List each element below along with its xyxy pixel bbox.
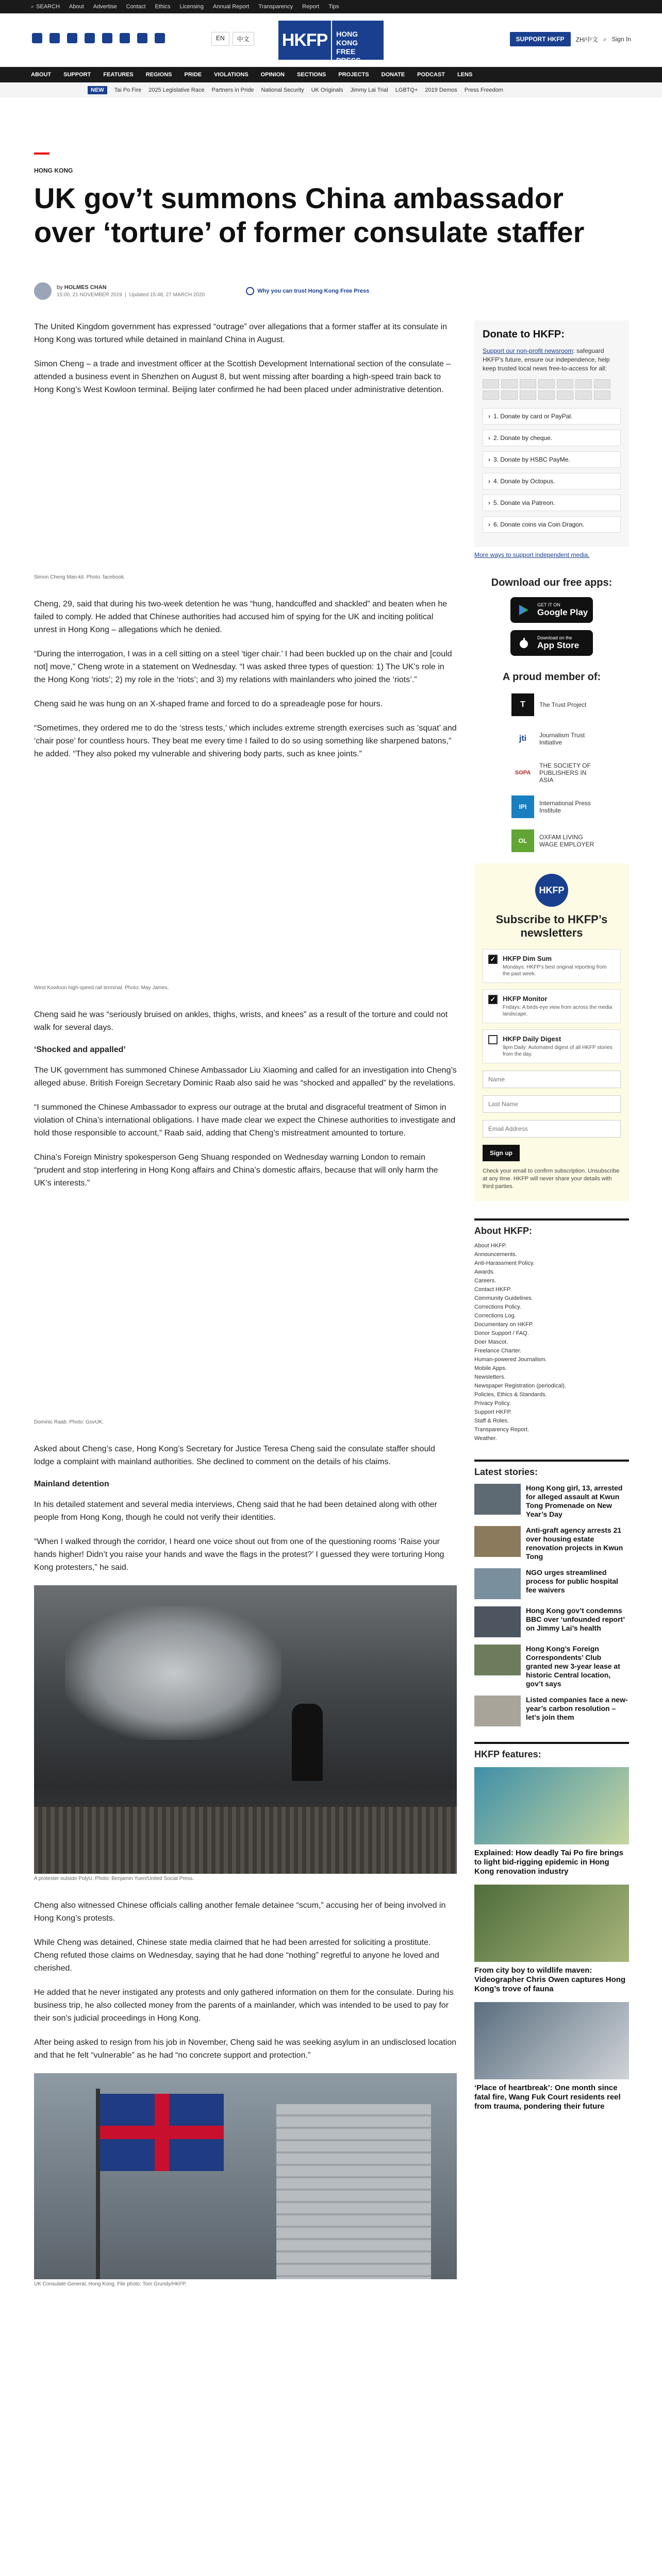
protester-figure xyxy=(292,1704,323,1781)
donate-option[interactable]: › 2. Donate by cheque. xyxy=(483,430,621,446)
more-ways-link[interactable]: More ways to support independent media. xyxy=(474,551,590,558)
about-link[interactable]: Mobile Apps. xyxy=(474,1365,507,1371)
utility-link-annual-report[interactable]: Annual Report xyxy=(213,4,250,10)
story-item[interactable]: Hong Kong’s Foreign Correspondents’ Club granted new 3-year lease at historic Central location, gov’t says xyxy=(474,1645,629,1688)
chevron-right-icon: › xyxy=(488,499,490,506)
ground-debris xyxy=(34,1807,457,1874)
paragraph: He added that he never instigated any protests and only gathered information on them for the consulate. During his business trip, he also collected money from the parents of a mainlander, which was intended to be used to pay for their son’s judicial proceedings in Hong Kong. xyxy=(34,1988,454,2023)
trending-link[interactable]: Press Freedom xyxy=(464,87,503,93)
member-sopa[interactable]: SOPA THE SOCIETY OF PUBLISHERS IN ASIA xyxy=(511,761,629,784)
facebook-icon[interactable] xyxy=(32,33,42,43)
about-link[interactable]: Weather. xyxy=(474,1435,497,1442)
checkbox[interactable] xyxy=(488,1035,498,1044)
about-link[interactable]: Donor Support / FAQ. xyxy=(474,1330,529,1336)
chevron-right-icon: › xyxy=(488,413,490,420)
trust-link[interactable]: Why you can trust Hong Kong Free Press xyxy=(246,287,369,295)
lang-en[interactable]: EN xyxy=(211,32,229,46)
about-link[interactable]: Documentary on HKFP. xyxy=(474,1321,534,1328)
last-name-input[interactable] xyxy=(483,1095,621,1113)
about-link[interactable]: Corrections Policy. xyxy=(474,1304,521,1310)
logo-mark: HKFP xyxy=(278,21,331,60)
paragraph: China’s Foreign Ministry spokesperson Geng Shuang responded on Wednesday warning London to remain “prudent and stop interfering in Hong Kong affairs and China’s domestic affairs, because that will only harm the UK’s interests.” xyxy=(34,1153,438,1188)
about-link[interactable]: Corrections Log. xyxy=(474,1313,516,1319)
donate-title: Donate to HKFP: xyxy=(483,329,565,340)
search-icon[interactable]: ⌕ xyxy=(603,35,607,43)
mastercard-icon xyxy=(501,379,518,388)
sopa-logo: SOPA xyxy=(515,770,531,776)
main-nav xyxy=(0,67,662,82)
social-links xyxy=(32,33,165,43)
trending-link[interactable]: Partners in Pride xyxy=(211,87,254,93)
apps-title: Download our free apps: xyxy=(491,577,613,588)
utility-bar xyxy=(0,0,662,13)
trending-link[interactable]: 2019 Demos xyxy=(425,87,457,93)
payment-logos xyxy=(483,379,621,400)
paragraph: While Cheng was detained, Chinese state media claimed that he had been arrested for soliciting a prostitute. Cheng refuted those claims on Wednesday, saying that he had done “nothing” regretful to anyone he loved and cherished. xyxy=(34,1938,439,1973)
trending-link[interactable]: 2025 Legislative Race xyxy=(148,87,205,93)
first-name-input[interactable] xyxy=(483,1071,621,1088)
story-thumbnail xyxy=(474,1696,521,1726)
donate-link[interactable]: Support our non-profit newsroom xyxy=(483,347,573,354)
about-link[interactable]: Anti-Harassment Policy. xyxy=(474,1260,535,1266)
about-link[interactable]: About HKFP. xyxy=(474,1243,507,1249)
nav-about[interactable]: ABOUT xyxy=(31,72,52,78)
trending-link[interactable]: UK Originals xyxy=(311,87,343,93)
paragraph: Cheng said he was hung on an X-shaped frame and forced to do a spreadeagle pose for hours. xyxy=(34,700,383,708)
site-header xyxy=(0,13,662,67)
paragraph: Cheng, 29, said that during his two-week detention he was “hung, handcuffed and shackled” and beaten when he failed to comply. He added that Chinese authorities had accused him of spying for the UK and inciting political unrest in Hong Kong – allegations which he denied. xyxy=(34,600,448,634)
utility-link-licensing[interactable]: Licensing xyxy=(179,4,204,10)
author-avatar xyxy=(34,282,52,300)
about-link[interactable]: Careers. xyxy=(474,1278,496,1284)
trust-shield-icon xyxy=(246,287,254,295)
trending-link[interactable]: Tai Po Fire xyxy=(114,87,142,93)
about-title: About HKFP: xyxy=(474,1218,629,1236)
site-logo[interactable] xyxy=(278,21,384,64)
article-dates: 15:00, 21 NOVEMBER 2019 | Updated 15:48, 27 MARCH 2020 xyxy=(57,292,205,298)
article-image-consulate xyxy=(34,2073,457,2279)
about-link[interactable]: Community Guidelines. xyxy=(474,1295,533,1301)
support-hkfp-button[interactable]: SUPPORT HKFP xyxy=(510,32,571,46)
image-caption: West Kowloon high-speed rail terminal. Photo: May James. xyxy=(34,985,169,991)
about-link[interactable]: Staff & Roles. xyxy=(474,1418,509,1424)
paragraph: “During the interrogation, I was in a cell sitting on a steel ‘tiger chair.’ I had been buckled up on the chair and [could not] move,” Cheng wrote in a statement on Wednesday. “I was asked three types of question: 1) The UK’s role in the Hong Kong ‘riots’; 2) my role in the ‘riots’; and 3) my relations with mainlanders who joined the ‘riots’.” xyxy=(34,650,452,684)
byline: by HOLMES CHAN xyxy=(57,284,107,291)
story-item[interactable]: Listed companies face a new-year’s carbon resolution – let’s join them xyxy=(474,1696,629,1726)
paragraph: In his detailed statement and several media interviews, Cheng said that he had been detained along with other people from Hong Kong, though he could not verify their identities. xyxy=(34,1500,437,1522)
donate-option[interactable]: › 3. Donate by HSBC PayMe. xyxy=(483,451,621,468)
nav-podcast[interactable]: PODCAST xyxy=(417,72,445,78)
image-caption: Simon Cheng Man-kit. Photo: facebook. xyxy=(34,574,125,580)
newsletter-widget xyxy=(474,863,629,1201)
member-jti[interactable]: jti Journalism Trust Initiative xyxy=(511,727,629,750)
utility-link-about[interactable]: About xyxy=(69,4,84,10)
story-thumbnail xyxy=(474,1484,521,1515)
feature-image xyxy=(474,1767,629,1844)
article-image-simon-cheng xyxy=(34,408,457,572)
linkedin-icon[interactable] xyxy=(120,33,130,43)
alipay-icon xyxy=(538,391,555,400)
app-store-button[interactable]: Download on the App Store xyxy=(510,630,593,656)
paragraph: Cheng also witnessed Chinese officials calling another female detainee “scum,” accusing her of being involved in Hong Kong’s protests. xyxy=(34,1901,446,1923)
subheading: Mainland detention xyxy=(34,1480,109,1488)
payme-icon xyxy=(501,391,518,400)
donate-widget xyxy=(474,320,629,547)
newsletter-option-monitor[interactable]: ✓ HKFP Monitor Fridays: A birds-eye view from across the media landscape. xyxy=(483,989,621,1023)
newsletter-title: Subscribe to HKFP’s newsletters xyxy=(495,913,608,939)
paragraph: Cheng said he was “seriously bruised on ankles, thighs, wrists, and knees” as a result of the torture and could not walk for several days. xyxy=(34,1010,448,1032)
apple-icon xyxy=(518,637,530,649)
youtube-icon[interactable] xyxy=(85,33,95,43)
header-actions xyxy=(510,32,631,46)
search-link[interactable]: ⌕ SEARCH xyxy=(31,3,60,10)
trending-link[interactable]: Jimmy Lai Trial xyxy=(350,87,388,93)
amex-icon xyxy=(520,379,536,388)
about-link[interactable]: Transparency Report. xyxy=(474,1427,529,1433)
chevron-right-icon: › xyxy=(488,434,490,442)
paragraph: “When I walked through the corridor, I heard one voice shout out from one of the questioning rooms ‘Raise your hands higher! Didn’t you raise your hands and wave the flags in the protest?’ I guessed they were torturing Hong Kong protesters,” he said. xyxy=(34,1537,444,1572)
author-link[interactable]: HOLMES CHAN xyxy=(64,284,107,291)
paragraph: The United Kingdom government has expressed “outrage” over allegations that a former staffer at its consulate in Hong Kong was tortured while detained in mainland China in August. xyxy=(34,323,448,344)
utility-link-contact[interactable]: Contact xyxy=(126,4,146,10)
new-badge: NEW xyxy=(88,86,107,94)
about-link[interactable]: Freelance Charter. xyxy=(474,1348,522,1354)
article-category[interactable]: HONG KONG xyxy=(34,167,73,174)
about-link[interactable]: Newsletters. xyxy=(474,1374,506,1380)
checkbox[interactable]: ✓ xyxy=(488,995,498,1004)
feature-item[interactable]: Explained: How deadly Tai Po fire brings to light bid-rigging epidemic in Hong Kong renovation industry xyxy=(474,1767,629,1876)
about-link[interactable]: Newspaper Registration (periodical). xyxy=(474,1383,566,1389)
octopus-icon xyxy=(520,391,536,400)
paragraph: “Sometimes, they ordered me to do the ‘stress tests,’ which includes extreme strength exercises such as ‘squat’ and ‘chair pose’ for countless hours. They beat me every time I failed to do so using something like sharpened batons,” he added. “They also poked my vulnerable and shivering body parts, such as knee joints.” xyxy=(34,724,457,758)
chevron-right-icon: › xyxy=(488,521,490,528)
paragraph: After being asked to resign from his job in November, Cheng said he was seeking asylum in an undisclosed location and that he felt “vulnerable” as he had “no concrete support and protection.” xyxy=(34,2038,457,2060)
nav-donate[interactable]: DONATE xyxy=(381,72,405,78)
donate-option[interactable]: › 5. Donate via Patreon. xyxy=(483,495,621,511)
utility-link-ethics[interactable]: Ethics xyxy=(155,4,171,10)
article-title: UK gov’t summons China ambassador over ‘torture’ of former consulate staffer xyxy=(34,182,585,248)
about-link[interactable]: Awards. xyxy=(474,1269,495,1275)
language-switch xyxy=(211,32,254,46)
trending-link[interactable]: National Security xyxy=(261,87,304,93)
story-item[interactable]: NGO urges streamlined process for public hospital fee waivers xyxy=(474,1568,629,1599)
features-title: HKFP features: xyxy=(474,1742,629,1760)
newsletter-note: Check your email to confirm subscription. Unsubscribe at any time. HKFP will never share your details with third parties. xyxy=(483,1168,620,1190)
story-thumbnail xyxy=(474,1526,521,1557)
utility-link-tips[interactable]: Tips xyxy=(328,4,339,10)
newsletter-option-dim-sum[interactable]: ✓ HKFP Dim Sum Mondays: HKFP’s best original reporting from the past week. xyxy=(483,949,621,983)
nav-sections[interactable]: SECTIONS xyxy=(297,72,326,78)
smoke-shape xyxy=(65,1606,282,1740)
google-play-button[interactable]: GET IT ON Google Play xyxy=(510,597,593,623)
accent-bar xyxy=(34,152,49,155)
member-title: A proud member of: xyxy=(502,671,601,683)
instagram-icon[interactable] xyxy=(67,33,77,43)
paragraph: Asked about Cheng’s case, Hong Kong’s Secretary for Justice Teresa Cheng said the consulate staffer should lodge a complaint with mainland authorities. She declined to comment on the details of his claims. xyxy=(34,1445,435,1466)
paragraph: Simon Cheng – a trade and investment officer at the Scottish Development International section of the consulate – attended a business event in Shenzhen on August 8, but went missing after boarding a high-speed train back to Hong Kong’s West Kowloon terminal. Beijing later confirmed he had been placed under administrative detention. xyxy=(34,360,451,394)
paragraph: The UK government has summoned Chinese Ambassador Liu Xiaoming and called for an investigation into Cheng’s alleged abuse. British Foreign Secretary Dominic Raab also said he was “shocked and appalled” by the revelations. xyxy=(34,1066,457,1088)
feature-image xyxy=(474,1885,629,1962)
sidebar xyxy=(474,320,629,2120)
visa-icon xyxy=(483,379,499,388)
member-ipi[interactable]: IPI International Press Institute xyxy=(511,795,629,818)
nav-projects[interactable]: PROJECTS xyxy=(338,72,369,78)
story-thumbnail xyxy=(474,1568,521,1599)
paypal-icon xyxy=(538,379,555,388)
email-input[interactable] xyxy=(483,1120,621,1138)
nav-features[interactable]: FEATURES xyxy=(103,72,134,78)
about-link[interactable]: Doer Mascot. xyxy=(474,1339,508,1345)
flag-pole xyxy=(96,2089,100,2279)
ipi-logo: IPI xyxy=(511,795,534,818)
donate-text: Support our non-profit newsroom: safeguard HKFP’s future, ensure our independence, help keep trusted local news free-to-access for all: xyxy=(483,347,610,372)
article-image-protester xyxy=(34,1585,457,1874)
feature-item[interactable]: ‘Place of heartbreak’: One month since fatal fire, Wang Fuk Court residents reel from trauma, pondering their future xyxy=(474,2002,629,2111)
story-thumbnail xyxy=(474,1606,521,1637)
utility-link-advertise[interactable]: Advertise xyxy=(93,4,117,10)
about-link[interactable]: Announcements. xyxy=(474,1251,517,1258)
search-icon: ⌕ xyxy=(31,3,35,10)
feature-image xyxy=(474,2002,629,2079)
jcb-icon xyxy=(483,391,499,400)
chevron-right-icon: › xyxy=(488,478,490,485)
nav-support[interactable]: SUPPORT xyxy=(63,72,91,78)
chevron-right-icon: › xyxy=(488,456,490,463)
nav-opinion[interactable]: OPINION xyxy=(260,72,285,78)
utility-link-transparency[interactable]: Transparency xyxy=(258,4,293,10)
nav-pride[interactable]: PRIDE xyxy=(184,72,202,78)
about-links xyxy=(474,1242,629,1443)
googlepay-icon xyxy=(575,379,592,388)
consulate-building xyxy=(276,2104,431,2279)
nav-violations[interactable]: VIOLATIONS xyxy=(214,72,249,78)
logo-text: HONG KONG FREE PRESS xyxy=(331,21,384,60)
article-meta xyxy=(34,282,457,300)
feature-item[interactable]: From city boy to wildlife maven: Videographer Chris Owen captures Hong Kong’s trove of fauna xyxy=(474,1885,629,1994)
utility-link-report[interactable]: Report xyxy=(302,4,320,10)
checkbox[interactable]: ✓ xyxy=(488,955,498,964)
email-icon[interactable] xyxy=(137,33,147,43)
zh-link[interactable]: ZH/中文 xyxy=(575,36,598,43)
donate-option[interactable]: › 4. Donate by Octopus. xyxy=(483,473,621,489)
newsletter-logo: HKFP xyxy=(535,874,568,907)
article-body xyxy=(34,320,457,2304)
lang-zh[interactable]: 中文 xyxy=(233,32,254,46)
article-image-raab xyxy=(34,1201,457,1417)
wechatpay-icon xyxy=(557,391,573,400)
trust-project-logo: T xyxy=(511,693,534,716)
subheading: ‘Shocked and appalled’ xyxy=(34,1045,126,1054)
donate-option[interactable]: › 6. Donate coins via Coin Dragon. xyxy=(483,516,621,533)
donate-option[interactable]: › 1. Donate by card or PayPal. xyxy=(483,408,621,425)
newsletter-option-daily-digest[interactable]: HKFP Daily Digest 9pm Daily: Automated digest of all HKFP stories from the day. xyxy=(483,1029,621,1063)
telegram-icon[interactable] xyxy=(102,33,112,43)
trending-bar xyxy=(0,82,662,98)
article-header xyxy=(34,152,627,249)
image-caption: Dominic Raab. Photo: GovUK. xyxy=(34,1419,104,1425)
latest-stories-title: Latest stories: xyxy=(474,1460,629,1478)
image-caption: UK Consulate General, Hong Kong. File photo: Tom Grundy/HKFP. xyxy=(34,2281,187,2287)
about-link[interactable]: Privacy Policy. xyxy=(474,1400,511,1406)
about-link[interactable]: Human-powered Journalism. xyxy=(474,1357,547,1363)
about-link[interactable]: Contact HKFP. xyxy=(474,1286,511,1293)
applepay-icon xyxy=(557,379,573,388)
image-caption: A protester outside PolyU. Photo: Benjamin Yuen/United Social Press. xyxy=(34,1876,194,1882)
article-image-terminal xyxy=(34,772,457,983)
paragraph: “I summoned the Chinese Ambassador to express our outrage at the brutal and disgraceful treatment of Simon in violation of China’s international obligations. I have made clear we expect the Chinese authorities to investigate and hold those responsible to account,” Raab said, adding that Cheng’s mistreatment amounted to torture. xyxy=(34,1103,456,1138)
nav-regions[interactable]: REGIONS xyxy=(145,72,172,78)
about-link[interactable]: Policies, Ethics & Standards. xyxy=(474,1392,547,1398)
rss-icon[interactable] xyxy=(155,33,165,43)
sign-in-link[interactable]: Sign In xyxy=(611,36,631,43)
story-thumbnail xyxy=(474,1645,521,1675)
about-link[interactable]: Support HKFP. xyxy=(474,1409,512,1415)
sign-up-button[interactable]: Sign up xyxy=(483,1145,520,1161)
story-item[interactable]: Hong Kong gov’t condemns BBC over ‘unfounded report’ on Jimmy Lai’s health xyxy=(474,1606,629,1637)
union-flag xyxy=(100,2094,224,2171)
story-item[interactable]: Hong Kong girl, 13, arrested for alleged assault at Kwun Tong Promenade on New Year’s Day xyxy=(474,1484,629,1519)
unionpay-icon xyxy=(594,379,610,388)
fps-icon xyxy=(575,391,592,400)
member-oxfam[interactable]: OL OXFAM LIVING WAGE EMPLOYER xyxy=(511,829,629,852)
patreon-icon xyxy=(594,391,610,400)
nav-lens[interactable]: LENS xyxy=(457,72,473,78)
jti-logo: jti xyxy=(519,734,527,743)
member-trust-project[interactable]: T The Trust Project xyxy=(511,693,629,716)
twitter-icon[interactable] xyxy=(49,33,60,43)
trending-link[interactable]: LGBTQ+ xyxy=(395,87,418,93)
oxfam-logo: OL xyxy=(511,829,534,852)
google-play-icon xyxy=(518,604,530,616)
story-item[interactable]: Anti-graft agency arrests 21 over housing estate renovation projects in Kwun Tong xyxy=(474,1526,629,1561)
